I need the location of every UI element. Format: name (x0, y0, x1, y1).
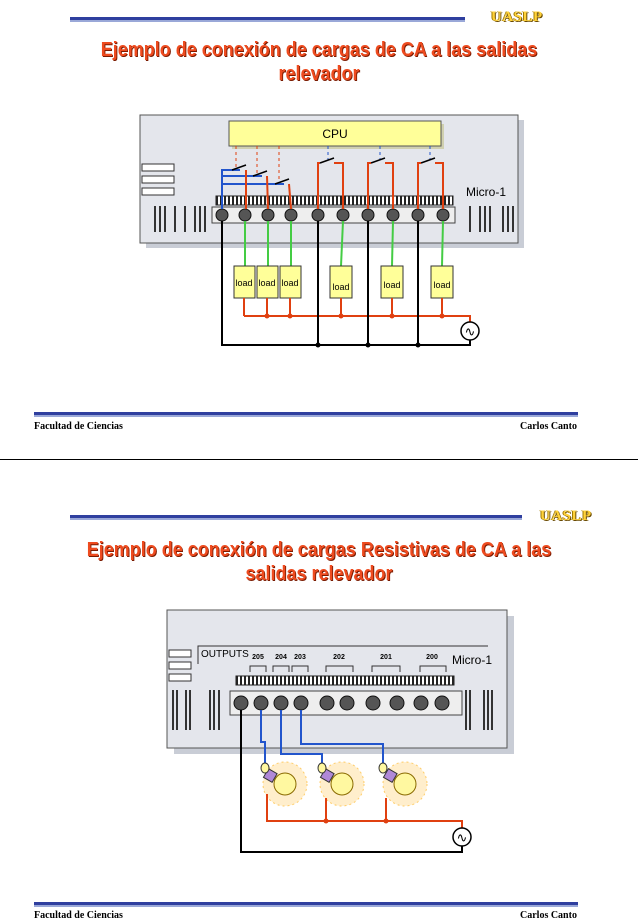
device-label: Micro-1 (465, 185, 507, 199)
slide-title-line2: salidas relevador (245, 563, 393, 585)
output-number: 204 (275, 654, 287, 661)
bottom-rule (34, 902, 578, 907)
ac-source-symbol: ∿ (456, 830, 468, 845)
ac-line-wiring (244, 298, 470, 322)
outputs-label: OUTPUTS (201, 649, 249, 660)
slide-title-line2: relevador (278, 63, 360, 85)
relay-wiring-diagram (0, 0, 638, 440)
output-number: 202 (333, 654, 345, 661)
slide-2 (0, 468, 638, 921)
brand-logo: UASLP (540, 508, 592, 524)
output-number: 203 (294, 654, 306, 661)
output-number: 205 (252, 654, 264, 661)
load-label: load (258, 278, 276, 288)
left-slots (142, 164, 174, 195)
output-number: 201 (380, 654, 392, 661)
device-label: Micro-1 (451, 653, 493, 667)
bulb-icons (263, 762, 427, 806)
load-label: load (235, 278, 253, 288)
output-number: 200 (426, 654, 438, 661)
connector-strip (236, 676, 454, 685)
load-label: load (433, 280, 451, 290)
load-label: load (281, 278, 299, 288)
slide-title-line1: Ejemplo de conexión de cargas de CA a las salidas (100, 39, 538, 61)
terminal-screws (234, 696, 449, 710)
footer-left: Facultad de Ciencias (34, 421, 123, 432)
ac-source-symbol: ∿ (464, 324, 476, 339)
footer-right: Carlos Canto (520, 910, 577, 921)
load-label: load (383, 280, 401, 290)
bottom-rule (34, 412, 578, 417)
brand-logo: UASLP (491, 9, 543, 25)
load-label: load (332, 282, 350, 292)
slide-1 (0, 0, 638, 440)
left-slots (169, 650, 191, 681)
slide-title-line1: Ejemplo de conexión de cargas Resistivas de CA a las (86, 539, 552, 561)
footer-right: Carlos Canto (520, 421, 577, 432)
footer-left: Facultad de Ciencias (34, 910, 123, 921)
cpu-label: CPU (322, 127, 348, 141)
page-separator (0, 459, 638, 460)
resistive-load-diagram (0, 468, 638, 908)
